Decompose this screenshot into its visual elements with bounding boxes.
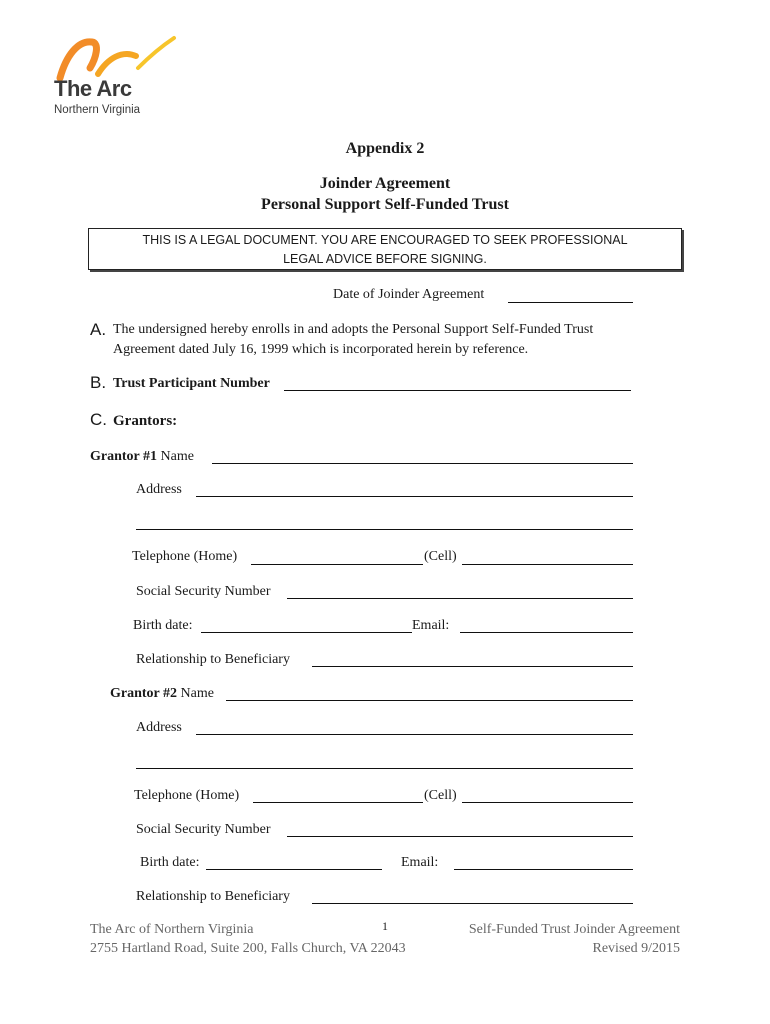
grantor2-name-row bbox=[110, 686, 214, 702]
date-of-joinder-label: Date of Joinder Agreement bbox=[333, 287, 485, 302]
grantor2-birth-label: Birth date: bbox=[140, 855, 200, 870]
section-c-letter: C. bbox=[90, 410, 107, 429]
grantor1-email-label: Email: bbox=[412, 618, 450, 633]
footer-doc-title: Self-Funded Trust Joinder Agreement bbox=[468, 922, 680, 937]
footer-org: The Arc of Northern Virginia bbox=[90, 922, 254, 937]
section-a-letter: A. bbox=[90, 320, 107, 339]
footer-address: 2755 Hartland Road, Suite 200, Falls Church, VA 22043 bbox=[90, 941, 406, 956]
grantor2-heading: Grantor #2 bbox=[110, 686, 178, 701]
appendix-heading: Appendix 2 bbox=[345, 140, 425, 157]
page-number: 1 bbox=[382, 919, 388, 933]
grantor2-address-field-1[interactable] bbox=[196, 734, 633, 735]
grantor1-home-phone-field[interactable] bbox=[251, 564, 423, 565]
grantor2-relationship-label: Relationship to Beneficiary bbox=[136, 889, 290, 904]
document-title: Joinder Agreement bbox=[319, 175, 451, 192]
section-a-line2: Agreement dated July 16, 1999 which is incorporated herein by reference. bbox=[113, 342, 529, 357]
legal-notice-line1: THIS IS A LEGAL DOCUMENT. YOU ARE ENCOURAGED TO SEEK PROFESSIONAL bbox=[142, 233, 628, 247]
legal-notice-line2: LEGAL ADVICE BEFORE SIGNING. bbox=[283, 252, 487, 266]
grantor2-address-label: Address bbox=[136, 720, 182, 735]
grantor1-address-field-2[interactable] bbox=[136, 529, 633, 530]
grantor1-relationship-label: Relationship to Beneficiary bbox=[136, 652, 290, 667]
grantor1-birth-field[interactable] bbox=[201, 632, 412, 633]
trust-participant-number-field[interactable] bbox=[284, 390, 631, 391]
document-subtitle: Personal Support Self-Funded Trust bbox=[261, 196, 509, 213]
grantor1-telephone-label: Telephone (Home) bbox=[132, 549, 238, 564]
logo-subtitle: Northern Virginia bbox=[54, 104, 141, 116]
grantor1-address-field-1[interactable] bbox=[196, 496, 633, 497]
grantor1-birth-label: Birth date: bbox=[133, 618, 193, 633]
grantor2-name-field[interactable] bbox=[226, 700, 633, 701]
grantor2-cell-label: (Cell) bbox=[424, 788, 457, 803]
grantor2-telephone-label: Telephone (Home) bbox=[134, 788, 240, 803]
trust-participant-number-label: Trust Participant Number bbox=[113, 376, 270, 391]
grantor2-birth-field[interactable] bbox=[206, 869, 382, 870]
grantor1-address-label: Address bbox=[136, 482, 182, 497]
arc-logo bbox=[52, 34, 182, 124]
grantor1-ssn-label: Social Security Number bbox=[136, 584, 271, 599]
grantor2-home-phone-field[interactable] bbox=[253, 802, 423, 803]
legal-notice-box bbox=[88, 228, 682, 270]
footer-revised: Revised 9/2015 bbox=[592, 941, 680, 956]
grantor1-name-label: Name bbox=[160, 449, 194, 464]
section-a-line1: The undersigned hereby enrolls in and adopts the Personal Support Self-Funded Trust bbox=[113, 322, 594, 337]
grantor1-relationship-field[interactable] bbox=[312, 666, 633, 667]
logo-title: The Arc bbox=[54, 76, 132, 101]
grantor1-name-row bbox=[90, 449, 194, 465]
grantor1-heading: Grantor #1 bbox=[90, 449, 158, 464]
grantor1-cell-label: (Cell) bbox=[424, 549, 457, 564]
grantor2-cell-phone-field[interactable] bbox=[462, 802, 633, 803]
grantor2-ssn-field[interactable] bbox=[287, 836, 633, 837]
grantor1-ssn-field[interactable] bbox=[287, 598, 633, 599]
grantor2-relationship-field[interactable] bbox=[312, 903, 633, 904]
grantor2-name-label: Name bbox=[180, 686, 214, 701]
date-of-joinder-field[interactable] bbox=[508, 302, 633, 303]
grantor1-cell-phone-field[interactable] bbox=[462, 564, 633, 565]
grantor2-ssn-label: Social Security Number bbox=[136, 822, 271, 837]
grantor1-name-field[interactable] bbox=[212, 463, 633, 464]
grantors-label: Grantors: bbox=[113, 413, 178, 429]
grantor2-address-field-2[interactable] bbox=[136, 768, 633, 769]
section-b-letter: B. bbox=[90, 373, 107, 392]
grantor2-email-field[interactable] bbox=[454, 869, 633, 870]
grantor2-email-label: Email: bbox=[401, 855, 439, 870]
grantor1-email-field[interactable] bbox=[460, 632, 633, 633]
